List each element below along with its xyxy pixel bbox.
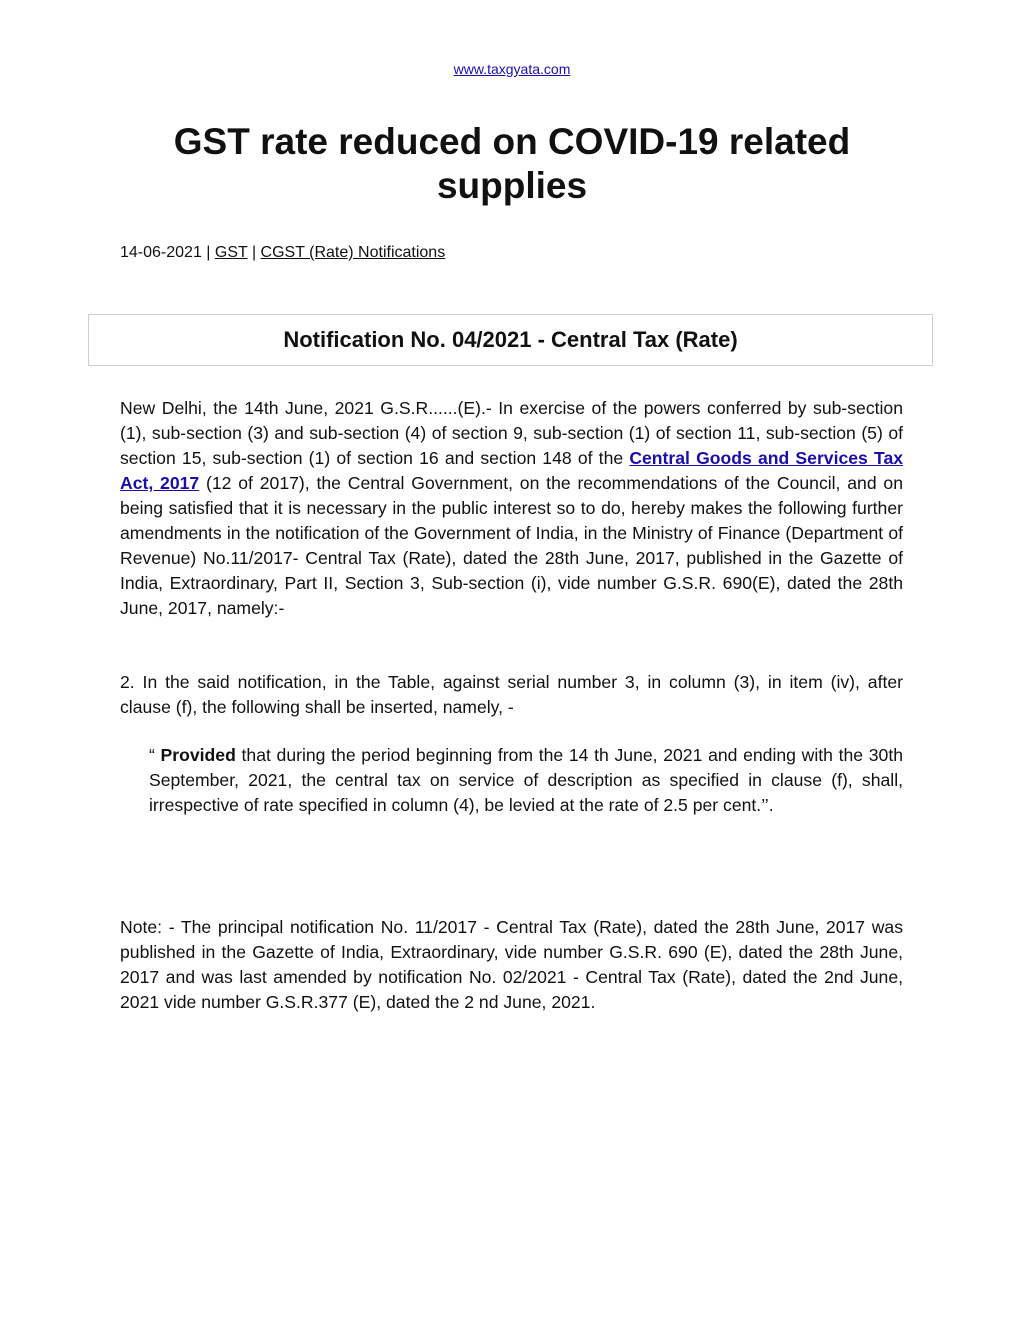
preamble-text-start: New Delhi, the 14th June, 2021 G.S.R......(E).- In exercise of the powers conferred by sub-section (1), sub-section (3) and sub-section (4) of section 9, sub-section (1) of section 11, sub-section (5) of section 15, sub-section (1) of section 16 and section 148 of the bbox=[120, 398, 903, 468]
note-paragraph: Note: - The principal notification No. 11/2017 - Central Tax (Rate), dated the 28th June, 2017 was published in the Gazette of India, Extraordinary, vide number G.S.R. 690 (E), dated the 28th June, 2017 and was last amended by notification No. 02/2021 - Central Tax (Rate), dated the 2nd June, 2021 vide number G.S.R.377 (E), dated the 2 nd June, 2021. bbox=[120, 917, 903, 1012]
proviso-text: that during the period beginning from the 14 th June, 2021 and ending with the 30th September, 2021, the central tax on service of description as specified in clause (f), shall, irrespective of rate specified in column (4), be levied at the rate of 2.5 per cent.’’. bbox=[149, 745, 903, 815]
proviso-bold-word: Provided bbox=[160, 745, 236, 765]
article-meta bbox=[120, 244, 445, 262]
open-quote: “ bbox=[149, 745, 161, 765]
category-link-cgst-rate[interactable]: CGST (Rate) Notifications bbox=[260, 244, 446, 261]
page-title: GST rate reduced on COVID-19 related supplies bbox=[173, 121, 851, 206]
publish-date: 14-06-2021 bbox=[120, 244, 202, 261]
meta-separator: | bbox=[247, 244, 261, 261]
paragraph-preamble bbox=[120, 396, 903, 621]
site-url-link[interactable]: www.taxgyata.com bbox=[453, 61, 571, 77]
paragraph-amendment: 2. In the said notification, in the Table, against serial number 3, in column (3), in item (iv), after clause (f), the following shall be inserted, namely, - bbox=[120, 672, 903, 717]
preamble-text-end: (12 of 2017), the Central Government, on the recommendations of the Council, and on being satisfied that it is necessary in the public interest so to do, hereby makes the following further amendments in the notification of the Government of India, in the Ministry of Finance (Department of Revenue) No.11/2017- Central Tax (Rate), dated the 28th June, 2017, published in the Gazette of India, Extraordinary, Part II, Section 3, Sub-section (i), vide number G.S.R. 690(E), dated the 28th June, 2017, namely:- bbox=[120, 473, 904, 618]
meta-separator: | bbox=[201, 244, 215, 261]
category-link-gst[interactable]: GST bbox=[214, 244, 248, 261]
cgst-act-link[interactable]: Central Goods and Services Tax Act, 2017 bbox=[120, 448, 904, 493]
notification-heading-box bbox=[88, 314, 933, 366]
notification-heading: Notification No. 04/2021 - Central Tax (Rate) bbox=[283, 327, 738, 352]
proviso-quote bbox=[149, 743, 903, 818]
